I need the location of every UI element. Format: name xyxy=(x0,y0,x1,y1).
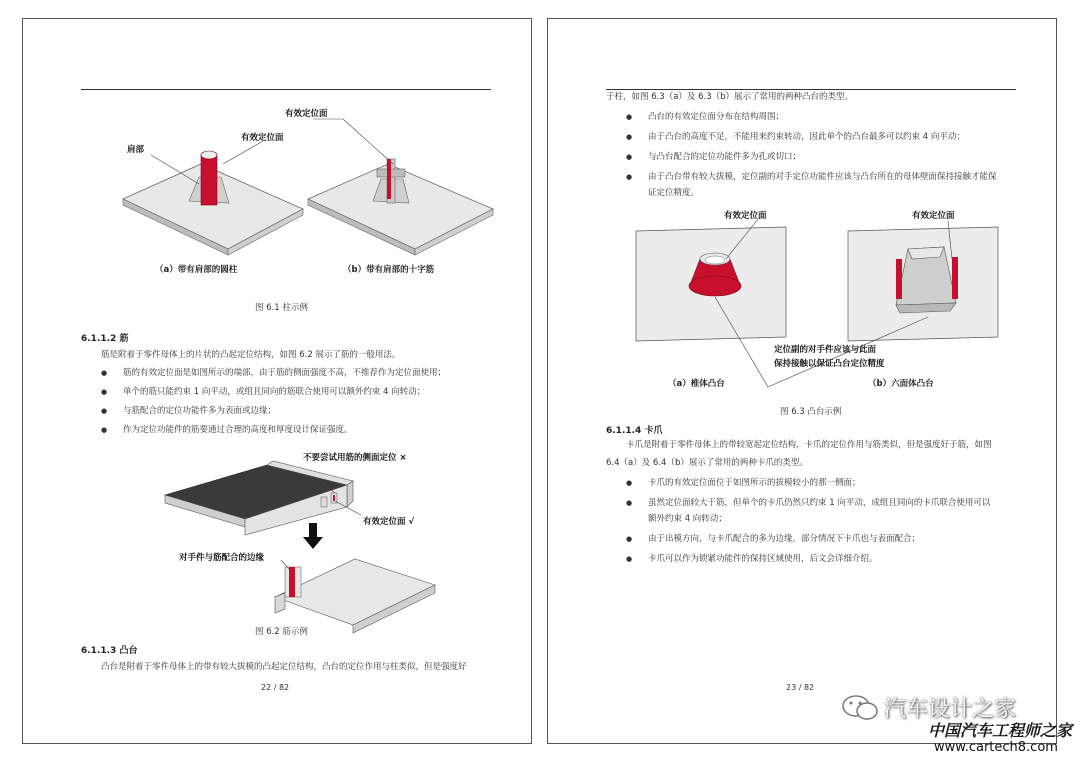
fig3-label-b: 有效定位面 xyxy=(912,211,955,221)
page-number-right: 23 / 82 xyxy=(786,683,815,692)
boss-bullet-1: ● 凸台的有效定位面分布在结构周围； xyxy=(648,111,784,123)
boss-bullet-4: ● 由于凸台带有较大拔模，定位副的对手定位功能件应该与凸台所在的母体壁面保持接触才能保 xyxy=(648,171,997,183)
clip-bullet-2: ● 虽然定位面较大于筋，但单个的卡爪仍然只约束 1 向平动，成组且同向的卡爪联合使用可以 xyxy=(648,497,990,509)
fig2-label-no: 不要尝试用筋的侧面定位 × xyxy=(303,453,407,463)
clip-bullet-4: ● 卡爪可以作为锁紧功能件的保持区域使用，后文会详细介绍。 xyxy=(648,553,878,565)
fig3-subcaption-a: （a）椎体凸台 xyxy=(668,379,725,389)
fig3-caption: 图 6.3 凸台示例 xyxy=(780,407,842,417)
right-intro: 于柱，如图 6.3（a）及 6.3（b）展示了常用的两种凸台的类型。 xyxy=(606,92,854,102)
fig2-label-edge: 对手件与筋配合的边缘 xyxy=(179,553,265,563)
fig1-label-top: 有效定位面 xyxy=(285,109,328,119)
watermark-url: www.cartech8.com xyxy=(934,740,1058,755)
watermark-site-name: 中国汽车工程师之家 xyxy=(928,721,1073,740)
document-page-right xyxy=(547,18,1057,744)
section-clip-intro-2: 6.4（a）及 6.4（b）展示了常用的两种卡爪的类型。 xyxy=(606,458,808,468)
fig3-subcaption-b: （b）六面体凸台 xyxy=(868,379,934,389)
figure-6-2-drawing xyxy=(23,19,533,639)
fig1-caption: 图 6.1 柱示例 xyxy=(255,303,308,313)
fig1-label-mid: 有效定位面 xyxy=(241,133,284,143)
watermark-brand: 汽车设计之家 xyxy=(884,697,1017,722)
section-heading-clip: 6.1.1.4 卡爪 xyxy=(606,426,663,436)
fig3-note-line1: 定位副的对手件应该与此面 xyxy=(774,345,877,355)
clip-bullet-3: ● 由于出模方向，与卡爪配合的多为边缘，部分情况下卡爪也与表面配合； xyxy=(648,533,920,545)
fig2-label-ok: 有效定位面 √ xyxy=(363,517,415,527)
clip-bullet-2-cont: 额外约束 4 向转动； xyxy=(648,514,727,524)
boss-bullet-2: ● 由于凸台的高度不足，不能用来约束转动，因此单个的凸台最多可以约束 4 向平动； xyxy=(648,131,965,143)
page-number-left: 22 / 82 xyxy=(261,683,290,692)
section-boss-intro: 凸台是附着于零件母体上的带有较大拔模的凸起定位结构，凸台的定位作用与柱类似，但是强度好 xyxy=(101,662,467,672)
fig2-caption: 图 6.2 筋示例 xyxy=(255,627,308,637)
wechat-icon xyxy=(840,692,880,722)
figure-6-3-drawing xyxy=(548,19,1058,439)
clip-bullet-1: ● 卡爪的有效定位面位于如图所示的拔模较小的那一侧面； xyxy=(648,477,861,489)
fig3-label-a: 有效定位面 xyxy=(724,211,767,221)
fig1-subcaption-b: （b）带有肩部的十字筋 xyxy=(343,265,435,275)
fig1-label-shoulder: 肩部 xyxy=(127,145,145,155)
section-rib-intro: 筋是附着于零件母体上的片状的凸起定位结构，如图 6.2 展示了筋的一般用法。 xyxy=(101,350,401,360)
rib-bullet-3: ● 与筋配合的定位功能件多为表面或边缘； xyxy=(123,405,276,417)
fig1-subcaption-a: （a）带有肩部的圆柱 xyxy=(155,265,238,275)
fig3-note-line2: 保持接触以保证凸台定位精度 xyxy=(774,359,885,369)
rib-bullet-2: ● 单个的筋只能约束 1 向平动，或组且同向的筋联合使用可以额外约束 4 向转动； xyxy=(123,386,425,398)
section-clip-intro-1: 卡爪是附着于零件母体上的带较宽起定位结构，卡爪的定位作用与筋类似，但是强度好于筋，如图 xyxy=(626,440,992,450)
section-heading-rib: 6.1.1.2 筋 xyxy=(81,334,129,344)
boss-bullet-3: ● 与凸台配合的定位功能件多为孔或切口； xyxy=(648,151,801,163)
section-heading-boss: 6.1.1.3 凸台 xyxy=(81,646,138,656)
rib-bullet-1: ● 筋的有效定位面是如图所示的端部，由于筋的侧面强度不高，不推荐作为定位面使用； xyxy=(123,367,446,379)
watermark xyxy=(832,692,1078,762)
document-page-left xyxy=(22,18,532,744)
boss-bullet-4-cont: 证定位精度。 xyxy=(648,188,700,198)
rib-bullet-4: ● 作为定位功能件的筋要通过合理的高度和厚度设计保证强度。 xyxy=(123,424,353,436)
